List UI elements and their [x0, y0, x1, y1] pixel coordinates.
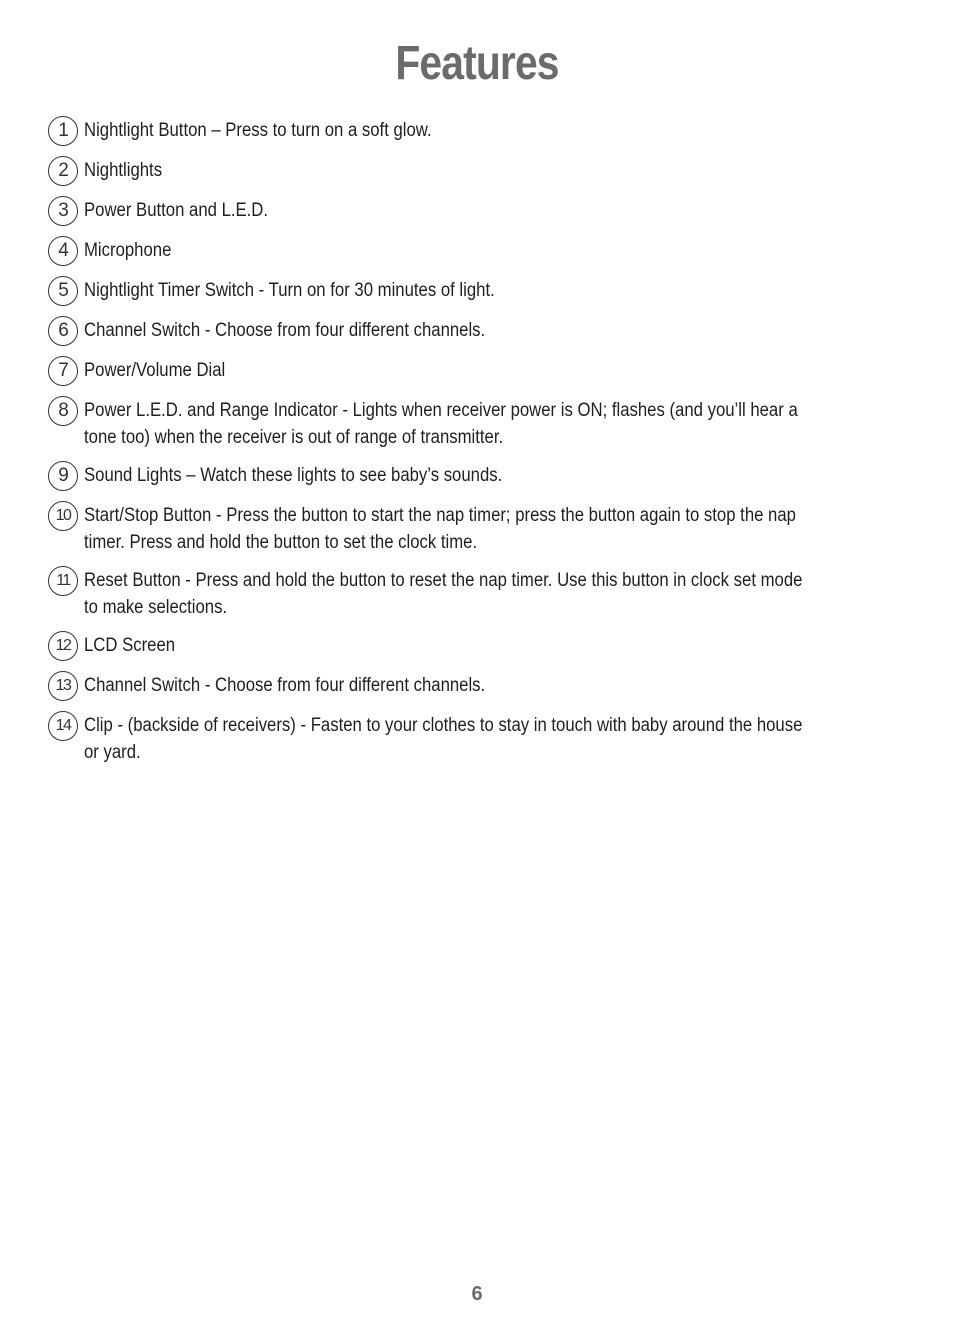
feature-text: Power Button and L.E.D. — [84, 200, 269, 221]
number-badge: 5 — [48, 276, 78, 306]
features-list — [48, 116, 918, 776]
number-badge: 4 — [48, 236, 78, 266]
feature-text: Channel Switch - Choose from four different channels. — [84, 320, 486, 341]
number-badge: 13 — [48, 671, 78, 701]
number-badge: 1 — [48, 116, 78, 146]
number-badge: 7 — [48, 356, 78, 386]
list-item — [48, 356, 918, 386]
list-item — [48, 316, 918, 346]
feature-text: Channel Switch - Choose from four different channels. — [84, 675, 486, 696]
number-badge: 2 — [48, 156, 78, 186]
feature-text: Power/Volume Dial — [84, 360, 226, 381]
feature-text: Nightlight Button – Press to turn on a soft glow. — [84, 120, 432, 141]
page-number: 6 — [471, 1283, 483, 1305]
number-badge: 11 — [48, 566, 78, 596]
number-badge: 10 — [48, 501, 78, 531]
list-item — [48, 196, 918, 226]
feature-text: Nightlights — [84, 160, 163, 181]
list-item — [48, 396, 918, 451]
number-badge: 8 — [48, 396, 78, 426]
list-item — [48, 461, 918, 491]
feature-text: Sound Lights – Watch these lights to see baby’s sounds. — [84, 465, 503, 486]
list-item — [48, 156, 918, 186]
number-badge: 9 — [48, 461, 78, 491]
list-item — [48, 566, 918, 621]
feature-text: Microphone — [84, 240, 172, 261]
list-item — [48, 631, 918, 661]
list-item — [48, 671, 918, 701]
page-title: Features — [395, 37, 559, 90]
feature-text: Reset Button - Press and hold the button to reset the nap timer. Use this button in clock set mode to make selections. — [84, 570, 803, 618]
feature-text: Nightlight Timer Switch - Turn on for 30 minutes of light. — [84, 280, 495, 301]
number-badge: 14 — [48, 711, 78, 741]
list-item — [48, 711, 918, 766]
number-badge: 6 — [48, 316, 78, 346]
number-badge: 3 — [48, 196, 78, 226]
number-badge: 12 — [48, 631, 78, 661]
list-item — [48, 276, 918, 306]
list-item — [48, 116, 918, 146]
feature-text: Power L.E.D. and Range Indicator - Lights when receiver power is ON; flashes (and you’ll hear a tone too) when the receiver is out of range of transmitter. — [84, 400, 798, 448]
feature-text: Start/Stop Button - Press the button to start the nap timer; press the button again to stop the nap timer. Press and hold the button to set the clock time. — [84, 505, 796, 553]
list-item — [48, 236, 918, 266]
feature-text: Clip - (backside of receivers) - Fasten to your clothes to stay in touch with baby around the house or yard. — [84, 715, 803, 763]
list-item — [48, 501, 918, 556]
feature-text: LCD Screen — [84, 635, 176, 656]
